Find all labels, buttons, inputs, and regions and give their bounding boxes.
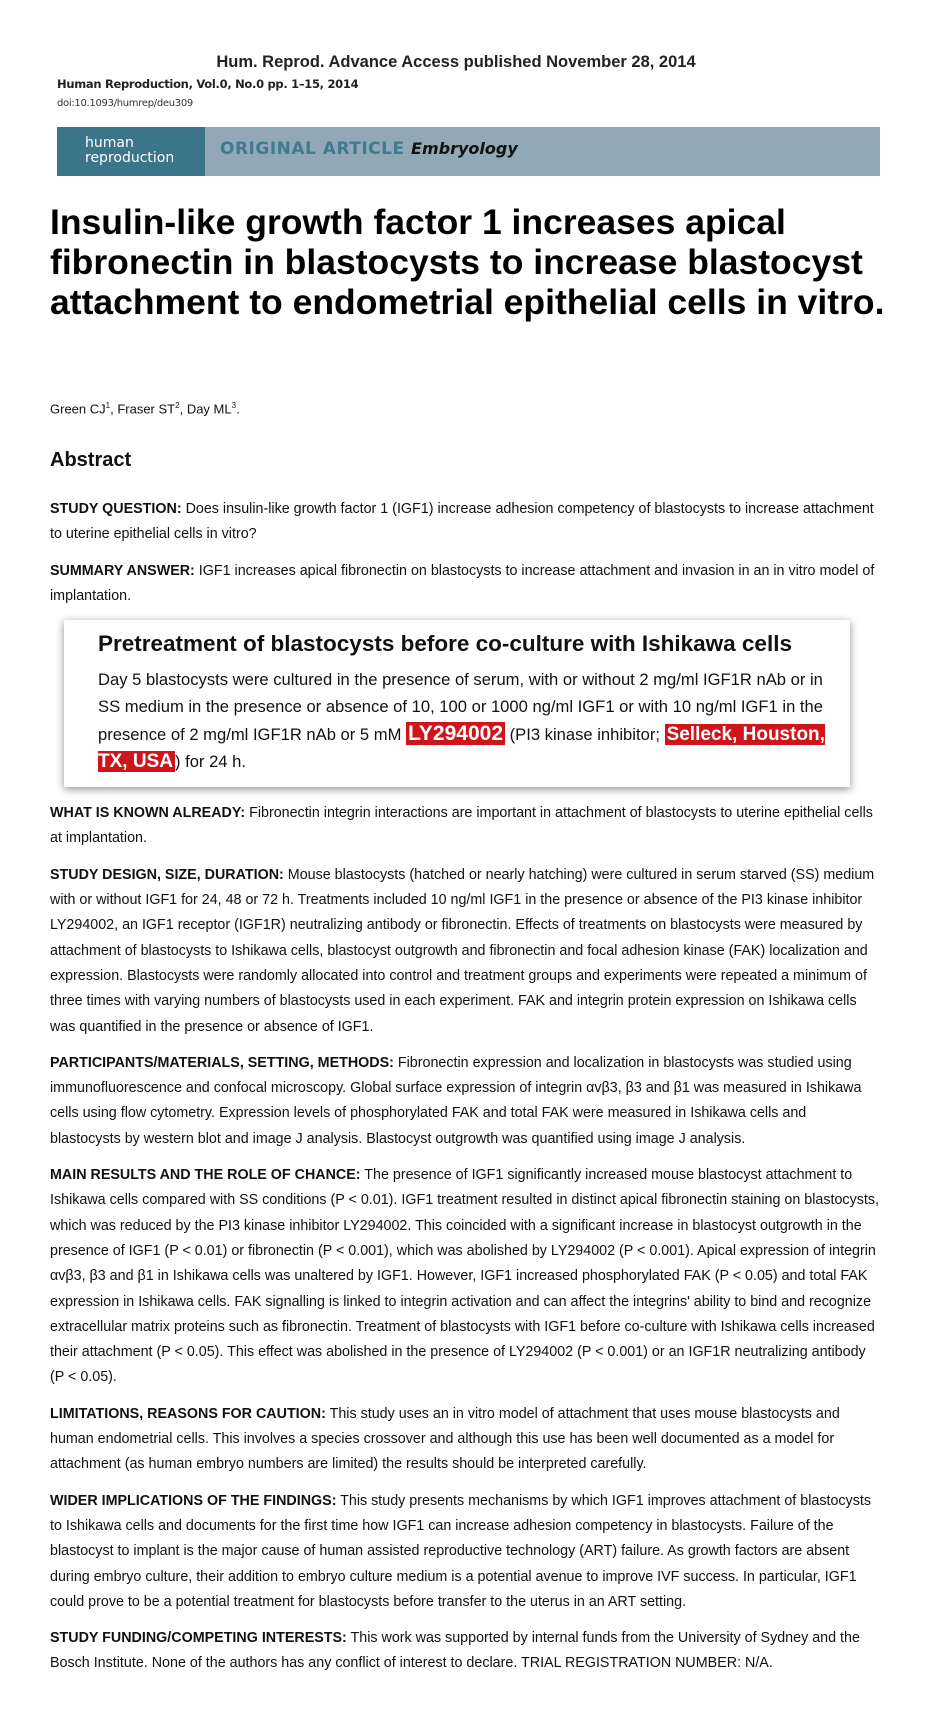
author-affiliation: 2: [175, 401, 180, 410]
section-text: Does insulin-like growth factor 1 (IGF1) increase adhesion competency of blastocysts to increase attachment to uterine epithelial cells in vitro?: [50, 501, 874, 543]
popup-title: Pretreatment of blastocysts before co-culture with Ishikawa cells: [98, 631, 792, 657]
abstract-section: [50, 801, 880, 852]
popup-text: (PI3 kinase inhibitor;: [505, 725, 665, 745]
section-text: Mouse blastocysts (hatched or nearly hatching) were cultured in serum starved (SS) medium with or without IGF1 for 24, 48 or 72 h. Treatments included 10 ng/ml IGF1 in the presence or absence of the PI3 kinase inhibitor LY294002, an IGF1 receptor (IGF1R) neutralizing antibody or fibronectin. Effects of treatments on blastocysts were measured by attachment of blastocysts to Ishikawa cells, blastocyst outgrowth and fibronectin and focal adhesion kinase (FAK) localization and expression. Blastocysts were randomly allocated into control and treatment groups and experiments were repeated a minimum of three times with varying numbers of blastocysts used in each experiment. FAK and integrin protein expression on Ishikawa cells was quantified in the presence or absence of IGF1.: [50, 866, 875, 1035]
separator: ,: [110, 401, 118, 417]
section-label: PARTICIPANTS/MATERIALS, SETTING, METHODS:: [50, 1054, 394, 1071]
article-category: Embryology: [411, 139, 518, 158]
author-name: Day ML: [186, 401, 232, 417]
abstract-section: [50, 1489, 880, 1615]
section-label: STUDY DESIGN, SIZE, DURATION:: [50, 866, 284, 883]
abstract-heading: Abstract: [50, 449, 132, 471]
article-title: Insulin-like growth factor 1 increases apical fibronectin in blastocysts to increase blastocyst attachment to endometrial epithelial cells in vitro.: [50, 202, 885, 322]
section-text: Fibronectin expression and localization in blastocysts was studied using immunofluorescence and confocal microscopy. Global surface expression of integrin αvβ3, β3 and β1 was measured in Ishikawa cells using flow cytometry. Expression levels of phosphorylated FAK and total FAK were measured in Ishikawa cells and blastocysts by western blot and image J analysis. Blastocyst outgrowth was quantified using image J analysis.: [50, 1054, 862, 1147]
highlight-compound: LY294002: [408, 722, 503, 746]
advance-access-line: Hum. Reprod. Advance Access published November 28, 2014: [216, 53, 696, 71]
popup-text: ) for 24 h.: [174, 752, 246, 772]
author-affiliation: 1: [105, 401, 111, 410]
section-text: IGF1 increases apical fibronectin on blastocysts to increase attachment and invasion in an in vitro model of implantation.: [50, 562, 875, 604]
popup-body: [98, 666, 838, 775]
abstract-body: [50, 497, 880, 1688]
separator: ,: [179, 401, 187, 417]
section-label: MAIN RESULTS AND THE ROLE OF CHANCE:: [50, 1167, 361, 1184]
author-affiliation: 3: [231, 401, 237, 410]
abstract-section: [50, 497, 880, 548]
section-label: STUDY QUESTION:: [50, 501, 182, 517]
journal-logo: [57, 127, 205, 176]
section-text: This work was supported by internal funds from the University of Sydney and the Bosch Institute. None of the authors has any conflict of interest to declare. TRIAL REGISTRATION NUMBER: N/A.: [50, 1630, 860, 1672]
abstract-section: [50, 1402, 880, 1478]
excerpt-popup: [64, 620, 850, 787]
article-type: [220, 139, 518, 159]
section-text: This study presents mechanisms by which IGF1 improves attachment of blastocysts to Ishikawa cells and documents for the first time how IGF1 can increase adhesion competency in blastocysts. Failure of the blastocyst to implant is the major cause of human assisted reproductive technology (ART) failure. As growth factors are absent during embryo culture, their addition to embryo culture medium is a potential avenue to improve IVF success. In particular, IGF1 could prove to be a potential treatment for blastocysts before transfer to the uterus in an ART setting.: [50, 1492, 871, 1610]
author-list: [50, 401, 240, 416]
popup-text: Day 5 blastocysts were cultured in the presence of serum, with or without 2 mg/ml IGF1R nAb or in SS medium in the presence or absence of 10, 100 or 1000 ng/ml IGF1 or with 10 ng/ml IGF1 in the presence of 2 mg/ml IGF1R nAb or 5 mM: [98, 670, 823, 745]
abstract-section: [50, 1626, 880, 1677]
author-name: Green CJ: [50, 401, 106, 417]
section-label: WHAT IS KNOWN ALREADY:: [50, 805, 246, 822]
article-type-label: ORIGINAL ARTICLE: [220, 139, 405, 159]
abstract-section: [50, 863, 880, 1040]
journal-citation: Human Reproduction, Vol.0, No.0 pp. 1–15, 2014: [57, 77, 359, 91]
author-name: Fraser ST: [117, 401, 176, 417]
section-label: STUDY FUNDING/COMPETING INTERESTS:: [50, 1630, 347, 1647]
journal-banner: [57, 127, 880, 176]
logo-line: reproduction: [85, 150, 175, 166]
section-text: The presence of IGF1 significantly increased mouse blastocyst attachment to Ishikawa cells compared with SS conditions (P < 0.01). IGF1 treatment resulted in distinct apical fibronectin staining on blastocysts, which was reduced by the PI3 kinase inhibitor LY294002. This coincided with a significant increase in blastocyst outgrowth in the presence of IGF1 (P < 0.01) or fibronectin (P < 0.001), which was abolished by LY294002 (P < 0.001). Apical expression of integrin αvβ3, β3 and β1 in Ishikawa cells was unaltered by IGF1. However, IGF1 increased phosphorylated FAK (P < 0.05) and total FAK expression in Ishikawa cells. FAK signalling is linked to integrin activation and can affect the integrins' ability to bind and recognize extracellular matrix proteins such as fibronectin. Treatment of blastocysts with IGF1 before co-culture with Ishikawa cells increased their attachment (P < 0.05). This effect was abolished in the presence of LY294002 (P < 0.001) or an IGF1R neutralizing antibody (P < 0.05).: [50, 1167, 879, 1386]
doi: doi:10.1093/humrep/deu309: [57, 98, 193, 109]
abstract-section: [50, 1051, 880, 1152]
section-label: WIDER IMPLICATIONS OF THE FINDINGS:: [50, 1492, 337, 1509]
abstract-section: [50, 1163, 880, 1391]
section-label: LIMITATIONS, REASONS FOR CAUTION:: [50, 1405, 326, 1422]
separator: .: [236, 401, 240, 417]
highlight-supplier: Selleck, Houston, TX, USA: [98, 724, 825, 773]
abstract-section: [50, 559, 880, 610]
section-label: SUMMARY ANSWER:: [50, 562, 195, 579]
section-text: Fibronectin integrin interactions are important in attachment of blastocysts to uterine epithelial cells at implantation.: [50, 805, 873, 847]
logo-line: human: [85, 135, 134, 151]
section-text: This study uses an in vitro model of attachment that uses mouse blastocysts and human endometrial cells. This involves a species crossover and although this use has been well documented as a model for attachment (as human embryo numbers are limited) the results should be interpreted carefully.: [50, 1405, 840, 1473]
